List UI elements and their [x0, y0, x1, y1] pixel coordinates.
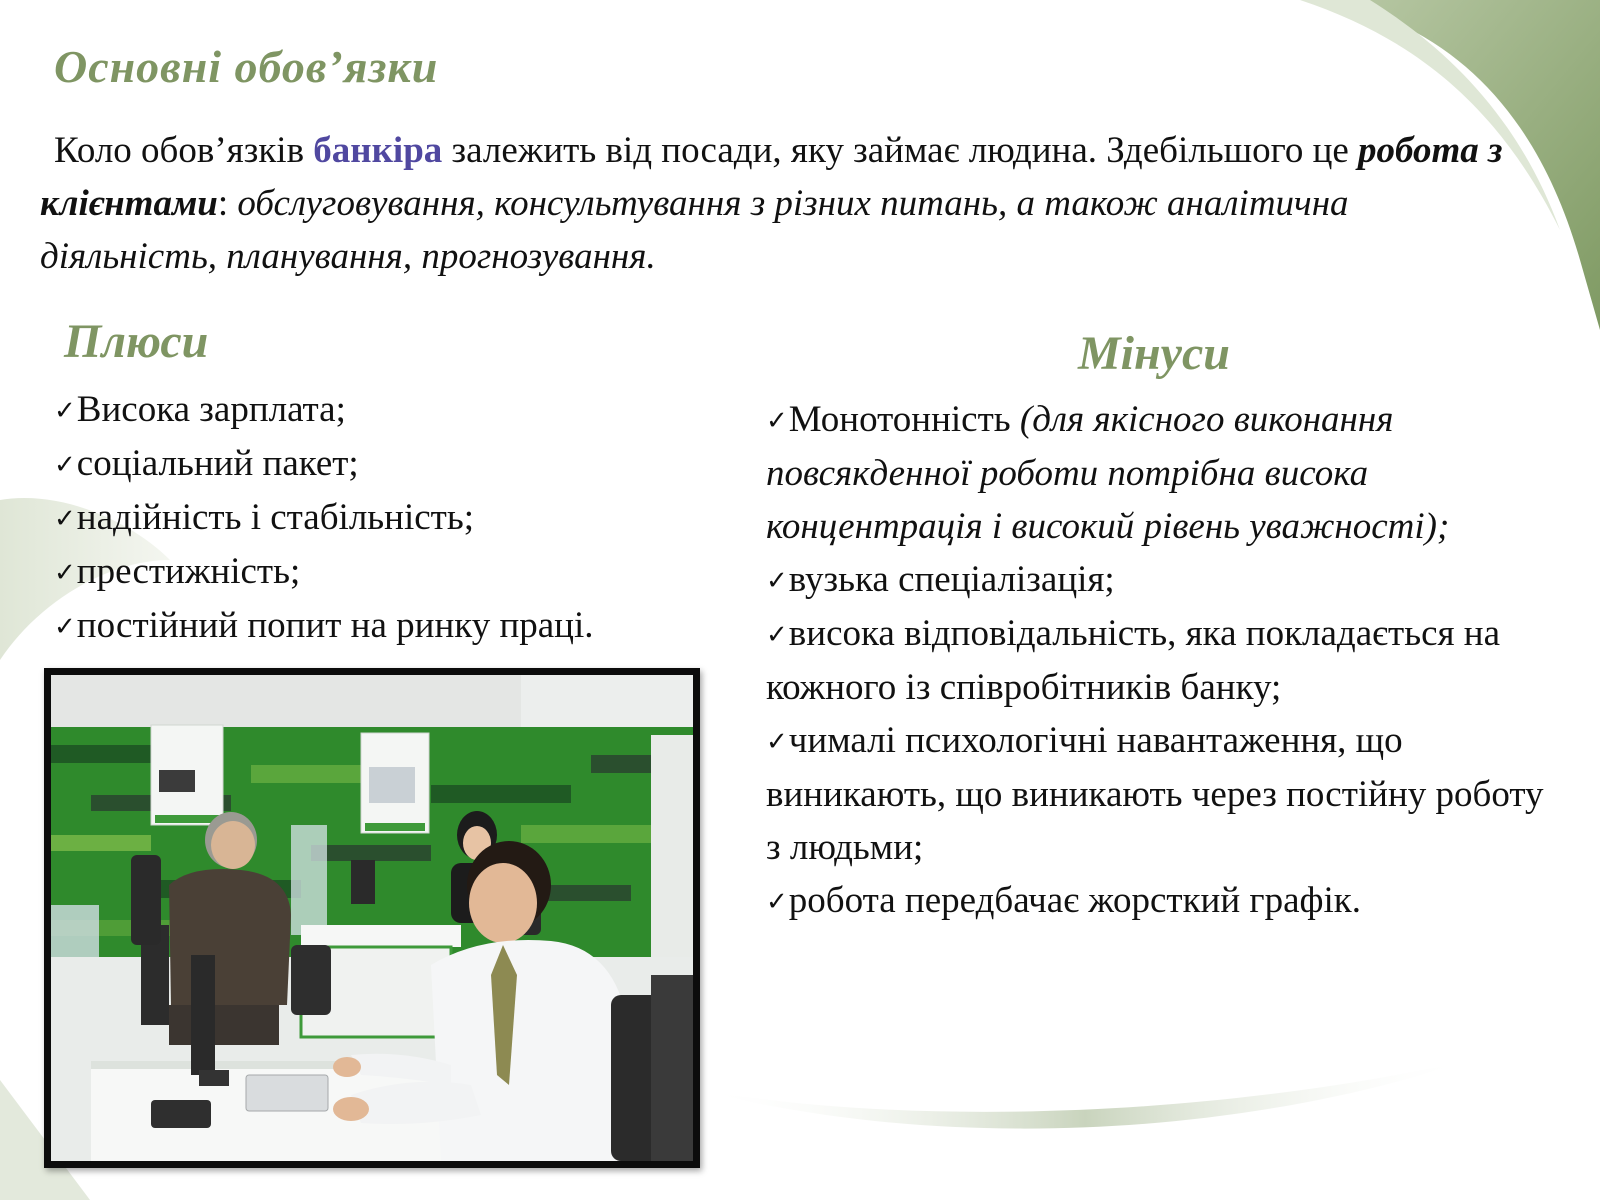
keyword-banker: банкіра: [313, 130, 443, 171]
check-icon: ✓: [766, 406, 788, 435]
cons-heading: Мінуси: [1078, 327, 1230, 380]
check-icon: ✓: [54, 396, 76, 425]
slide-title: Основні обов’язки: [54, 41, 439, 92]
keyword-clients: робота з клієнтами: [40, 130, 1503, 224]
check-icon: ✓: [54, 450, 76, 479]
cons-list: [766, 393, 1546, 928]
check-icon: ✓: [766, 727, 788, 756]
intro-text-1: Коло обов’язків: [54, 130, 314, 171]
list-item: ✓вузька спеціалізація;: [766, 559, 1115, 600]
bank-office-illustration: [51, 675, 693, 1161]
list-item: ✓надійність і стабільність;: [54, 497, 474, 538]
list-item: ✓престижність;: [54, 551, 301, 592]
check-icon: ✓: [54, 558, 76, 587]
bank-office-photo: [44, 668, 700, 1168]
intro-paragraph: [40, 124, 1520, 283]
intro-text-2: залежить від посади, яку займає людина. Здебільшого це: [442, 130, 1359, 171]
intro-colon: :: [217, 183, 238, 224]
pros-heading: Плюси: [64, 315, 209, 368]
list-item: ✓Монотонність (для якісного виконання повсякденної роботи потрібна висока концентрація і високий рівень уважності);: [766, 399, 1450, 547]
check-icon: ✓: [766, 566, 788, 595]
list-item: ✓висока відповідальність, яка покладається на кожного із співробітників банку;: [766, 613, 1501, 708]
check-icon: ✓: [54, 612, 76, 641]
pros-list: [54, 383, 734, 653]
check-icon: ✓: [766, 620, 788, 649]
list-item: ✓чималі психологічні навантаження, що виникають, що виникають через постійну роботу з людьми;: [766, 720, 1544, 868]
list-item: ✓Висока зарплата;: [54, 389, 346, 430]
list-item: ✓робота передбачає жорсткий графік.: [766, 880, 1361, 921]
list-item: ✓соціальний пакет;: [54, 443, 359, 484]
check-icon: ✓: [766, 887, 788, 916]
list-item: ✓постійний попит на ринку праці.: [54, 605, 594, 646]
intro-italic-tail: обслуговування, консультування з різних питань, а також аналітична діяльність, планування, прогнозування.: [40, 183, 1349, 277]
check-icon: ✓: [54, 504, 76, 533]
